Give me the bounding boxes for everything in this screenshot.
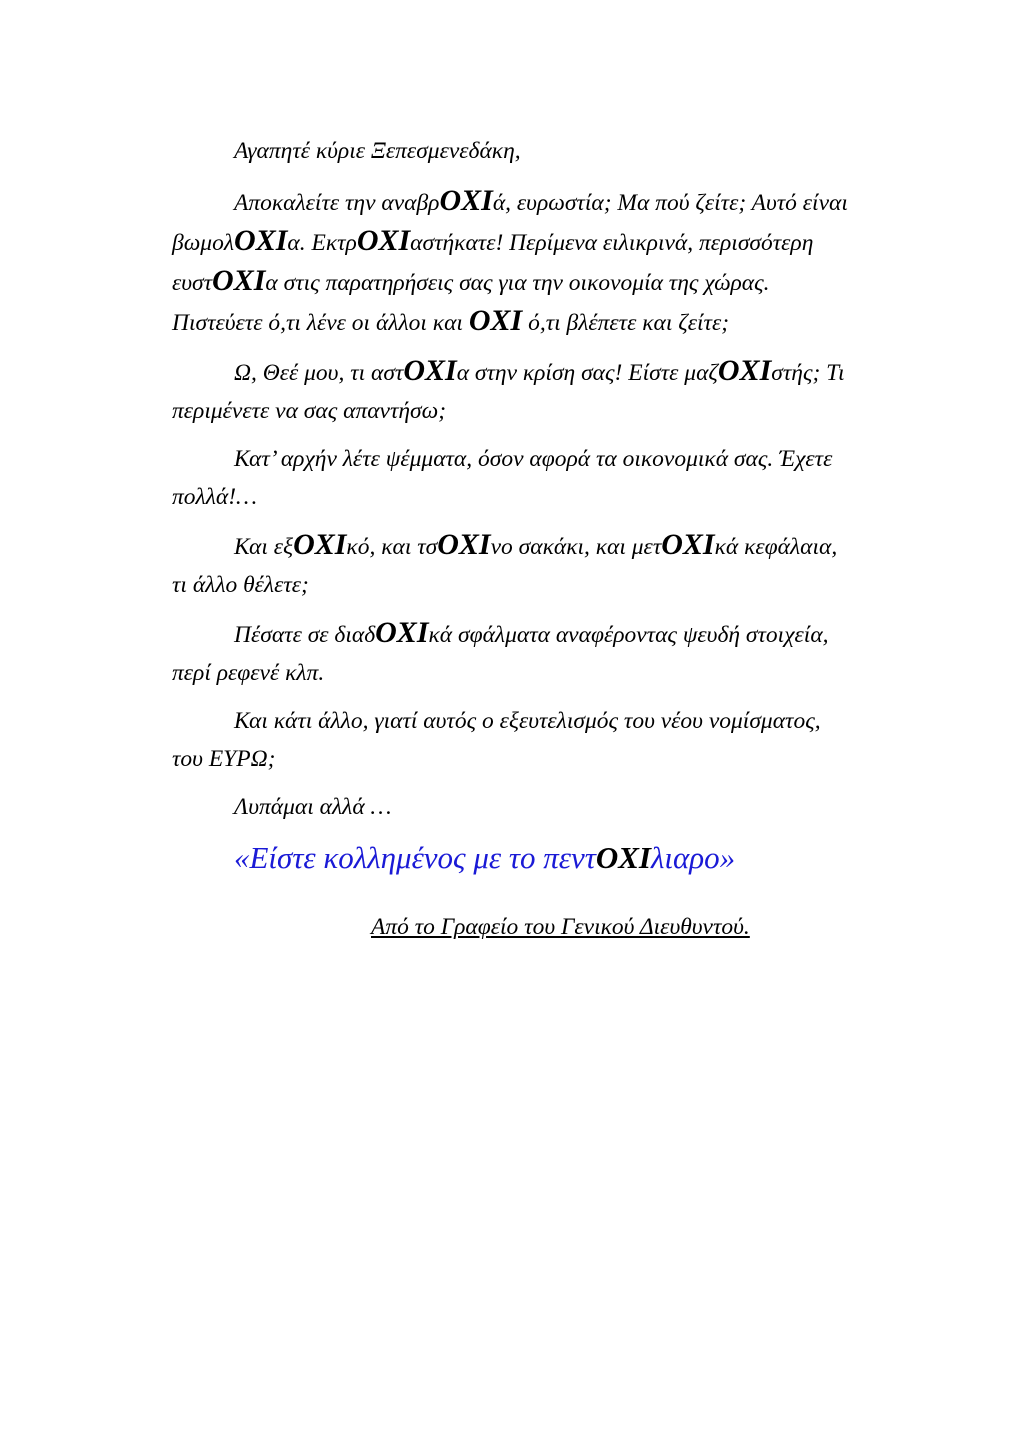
letter-paragraph-7: Λυπάμαι αλλά … <box>234 794 392 820</box>
text-run: Και εξ <box>234 534 294 560</box>
text-run: ό,τι βλέπετε και ζείτε; <box>522 310 730 336</box>
text-run: α. Εκτρ <box>287 230 357 256</box>
text-run: κά κεφάλαια, τι άλλο θέλετε; <box>172 534 838 598</box>
oxi-emphasis: OXI <box>595 840 651 875</box>
letter-paragraph-5 <box>172 614 848 692</box>
letter-paragraph-3: Κατ’ αρχήν λέτε ψέμματα, όσον αφορά τα οικονομικά σας. Έχετε πολλά!… <box>172 446 833 510</box>
letter-paragraph-4 <box>172 526 848 604</box>
text-run: στής; Τι περιμένετε να σας απαντήσω; <box>172 360 845 424</box>
text-run: Πέσατε σε διαδ <box>234 622 376 648</box>
text-run: κό, και τσ <box>346 534 438 560</box>
text-run: Αποκαλείτε την αναβρ <box>234 190 440 216</box>
signature-line: Από το Γραφείο του Γενικού Διευθυντού. <box>371 914 750 940</box>
text-run: ά, ευρωστία; Μα πού ζείτε; Αυτό είναι βωμολ <box>172 190 848 256</box>
oxi-emphasis: OXI <box>212 264 266 297</box>
text-run: λιαρο» <box>650 840 736 875</box>
letter-salutation: Αγαπητέ κύριε Ξεπεσμενεδάκη, <box>234 138 521 164</box>
text-run: αστήκατε! Περίμενα ειλικρινά, περισσότερη ευστ <box>172 230 814 296</box>
letter-paragraph-1 <box>172 182 848 342</box>
text-run: «Είστε κολλημένος με το πεντ <box>234 840 596 875</box>
oxi-emphasis: OXI <box>468 304 523 337</box>
closing-quote <box>172 836 848 880</box>
letter-body <box>172 132 848 890</box>
letter-paragraph-6: Και κάτι άλλο, γιατί αυτός ο εξευτελισμός του νέου νομίσματος, του ΕΥΡΩ; <box>172 708 821 772</box>
oxi-emphasis: OXI <box>439 184 493 217</box>
text-run: νο σακάκι, και μετ <box>490 534 662 560</box>
letter-paragraph-2 <box>172 352 848 430</box>
text-run: α στην κρίση σας! Είστε μαζ <box>456 360 718 386</box>
oxi-emphasis: OXI <box>375 616 429 649</box>
text-run: Ω, Θεέ μου, τι αστ <box>234 360 404 386</box>
oxi-emphasis: OXI <box>661 528 715 561</box>
oxi-emphasis: OXI <box>356 224 411 257</box>
text-run: α στις παρατηρήσεις σας για την οικονομία της χώρας. Πιστεύετε ό,τι λένε οι άλλοι και <box>172 270 770 336</box>
text-run: κά σφάλματα αναφέροντας ψευδή στοιχεία, περί ρεφενέ κλπ. <box>172 622 829 686</box>
oxi-emphasis: OXI <box>717 354 772 387</box>
oxi-emphasis: OXI <box>437 528 491 561</box>
oxi-emphasis: OXI <box>293 528 347 561</box>
oxi-emphasis: OXI <box>403 354 457 387</box>
oxi-emphasis: OXI <box>234 224 288 257</box>
